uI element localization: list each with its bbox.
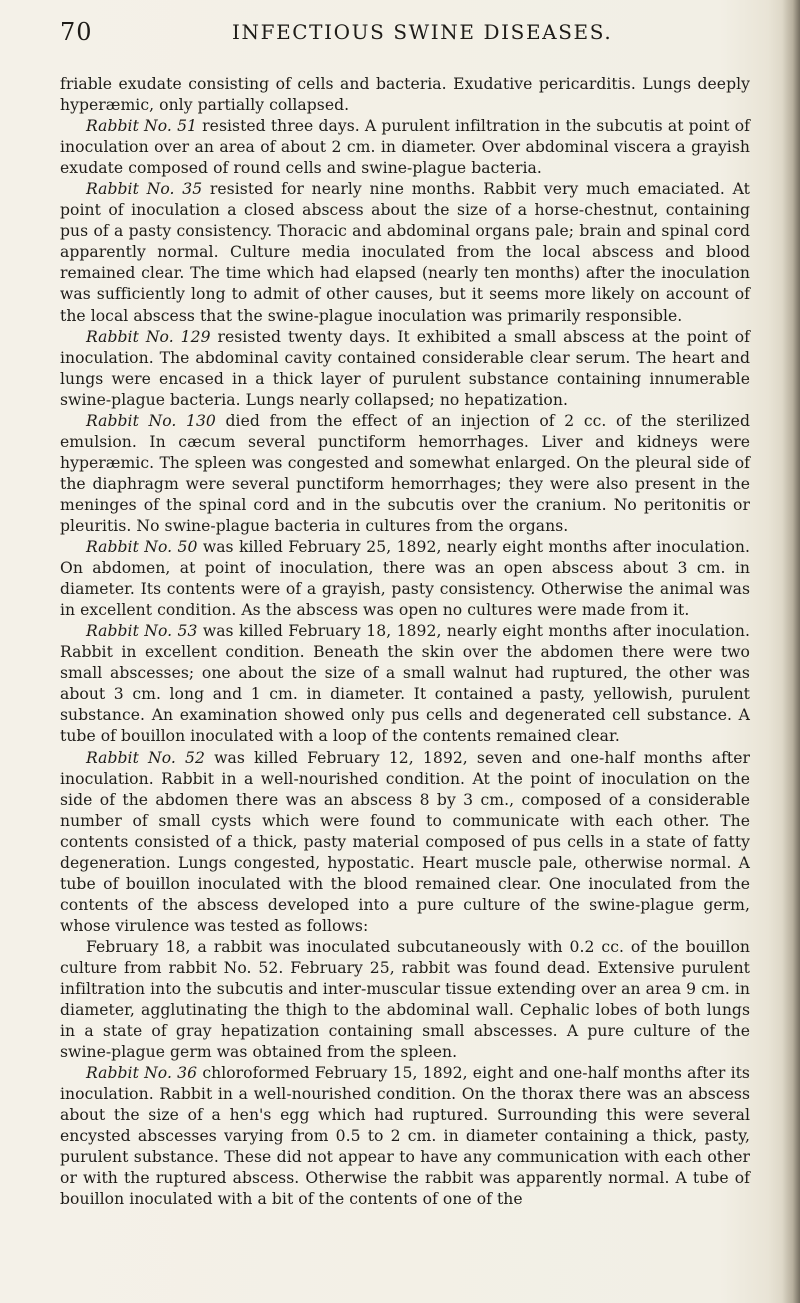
paragraph [60, 537, 750, 621]
rabbit-label: Rabbit No. 36 [86, 1064, 198, 1083]
running-head: INFECTIOUS SWINE DISEASES. [232, 20, 613, 44]
paragraph-text: friable exudate consisting of cells and bacteria. Exudative pericarditis. Lungs deeply hyperæmic, only partially collapsed. [60, 75, 750, 115]
paragraph [60, 748, 750, 937]
page-binding-edge [782, 0, 800, 1303]
paragraph-text: died from the effect of an injection of 2 cc. of the sterilized emulsion. In cæcum several punctiform hemorrhages. Liver and kidneys were hyperæmic. The spleen was congested and somewhat enlarged. On the pleural side of the diaphragm were several punctiform hemorrhages; they were also present in the meninges of the spinal cord and in the subcutis over the cranium. No peritonitis or pleuritis. No swine-plague bacteria in cultures from the organs. [60, 411, 750, 535]
paragraph [60, 937, 750, 1063]
paragraph-text: resisted twenty days. It exhibited a small abscess at the point of inoculation. The abdominal cavity contained considerable clear serum. The heart and lungs were encased in a thick layer of purulent substance containing innumerable swine-plague bacteria. Lungs nearly collapsed; no hepatization. [60, 327, 750, 409]
rabbit-label: Rabbit No. 129 [86, 327, 211, 346]
page-header [60, 18, 760, 48]
rabbit-label: Rabbit No. 50 [86, 538, 198, 557]
page-number: 70 [60, 18, 93, 46]
body-text [60, 74, 750, 1211]
paragraph-text: resisted for nearly nine months. Rabbit very much emaciated. At point of inoculation a closed abscess about the size of a horse-chestnut, containing pus of a pasty consistency. Thoracic and abdominal organs pale; brain and spinal cord apparently normal. Culture media inoculated from the local abscess and blood remained clear. The time which had elapsed (nearly ten months) after the inoculation was sufficiently long to admit of other causes, but it seems more likely on account of the local abscess that the swine-plague inoculation was primarily responsible. [60, 180, 750, 325]
paragraph-text: was killed February 25, 1892, nearly eight months after inoculation. On abdomen, at point of inoculation, there was an open abscess about 3 cm. in diameter. Its contents were of a grayish, pasty consistency. Otherwise the animal was in excellent condition. As the abscess was open no cultures were made from it. [60, 538, 750, 620]
paragraph [60, 1063, 750, 1210]
paragraph [60, 179, 750, 326]
paragraph [60, 116, 750, 179]
paragraph-text: was killed February 18, 1892, nearly eight months after inoculation. Rabbit in excellent condition. Beneath the skin over the abdomen there were two small abscesses; one about the size of a small walnut had ruptured, the other was about 3 cm. long and 1 cm. in diameter. It contained a pasty, yellowish, purulent substance. An examination showed only pus cells and degenerated cell substance. A tube of bouillon inoculated with a loop of the contents remained clear. [60, 622, 750, 746]
paragraph [60, 411, 750, 537]
paragraph-text: chloroformed February 15, 1892, eight and one-half months after its inoculation. Rabbit in a well-nourished condition. On the thorax there was an abscess about the size of a hen's egg which had ruptured. Surrounding this were several encysted abscesses varying from 0.5 to 2 cm. in diameter containing a thick, pasty, purulent substance. These did not appear to have any communication with each other or with the ruptured abscess. Otherwise the rabbit was apparently normal. A tube of bouillon inoculated with a bit of the contents of one of the [60, 1064, 750, 1209]
paragraph-text: February 18, a rabbit was inoculated subcutaneously with 0.2 cc. of the bouillon culture from rabbit No. 52. February 25, rabbit was found dead. Extensive purulent infiltration into the subcutis and inter-muscular tissue extending over an area 9 cm. in diameter, agglutinating the thigh to the abdominal wall. Cephalic lobes of both lungs in a state of gray hepatization containing small abscesses. A pure culture of the swine-plague germ was obtained from the spleen. [60, 937, 750, 1062]
rabbit-label: Rabbit No. 53 [86, 622, 198, 641]
rabbit-label: Rabbit No. 130 [86, 411, 216, 430]
rabbit-label: Rabbit No. 35 [86, 180, 203, 199]
paragraph [60, 74, 750, 116]
paragraph-text: resisted three days. A purulent infiltration in the subcutis at point of inoculation over an area of about 2 cm. in diameter. Over abdominal viscera a grayish exudate composed of round cells and swine-plague bacteria. [60, 117, 750, 178]
paragraph-text: was killed February 12, 1892, seven and one-half months after inoculation. Rabbit in a well-nourished condition. At the point of inoculation on the side of the abdomen there was an abscess 8 by 3 cm., composed of a considerable number of small cysts which were found to communicate with each other. The contents consisted of a thick, pasty material composed of pus cells in a state of fatty degeneration. Lungs congested, hypostatic. Heart muscle pale, otherwise normal. A tube of bouillon inoculated with the blood remained clear. One inoculated from the contents of the abscess developed into a pure culture of the swine-plague germ, whose virulence was tested as follows: [60, 748, 750, 935]
paragraph [60, 621, 750, 747]
paragraph [60, 327, 750, 411]
rabbit-label: Rabbit No. 51 [86, 117, 198, 136]
rabbit-label: Rabbit No. 52 [86, 748, 205, 767]
